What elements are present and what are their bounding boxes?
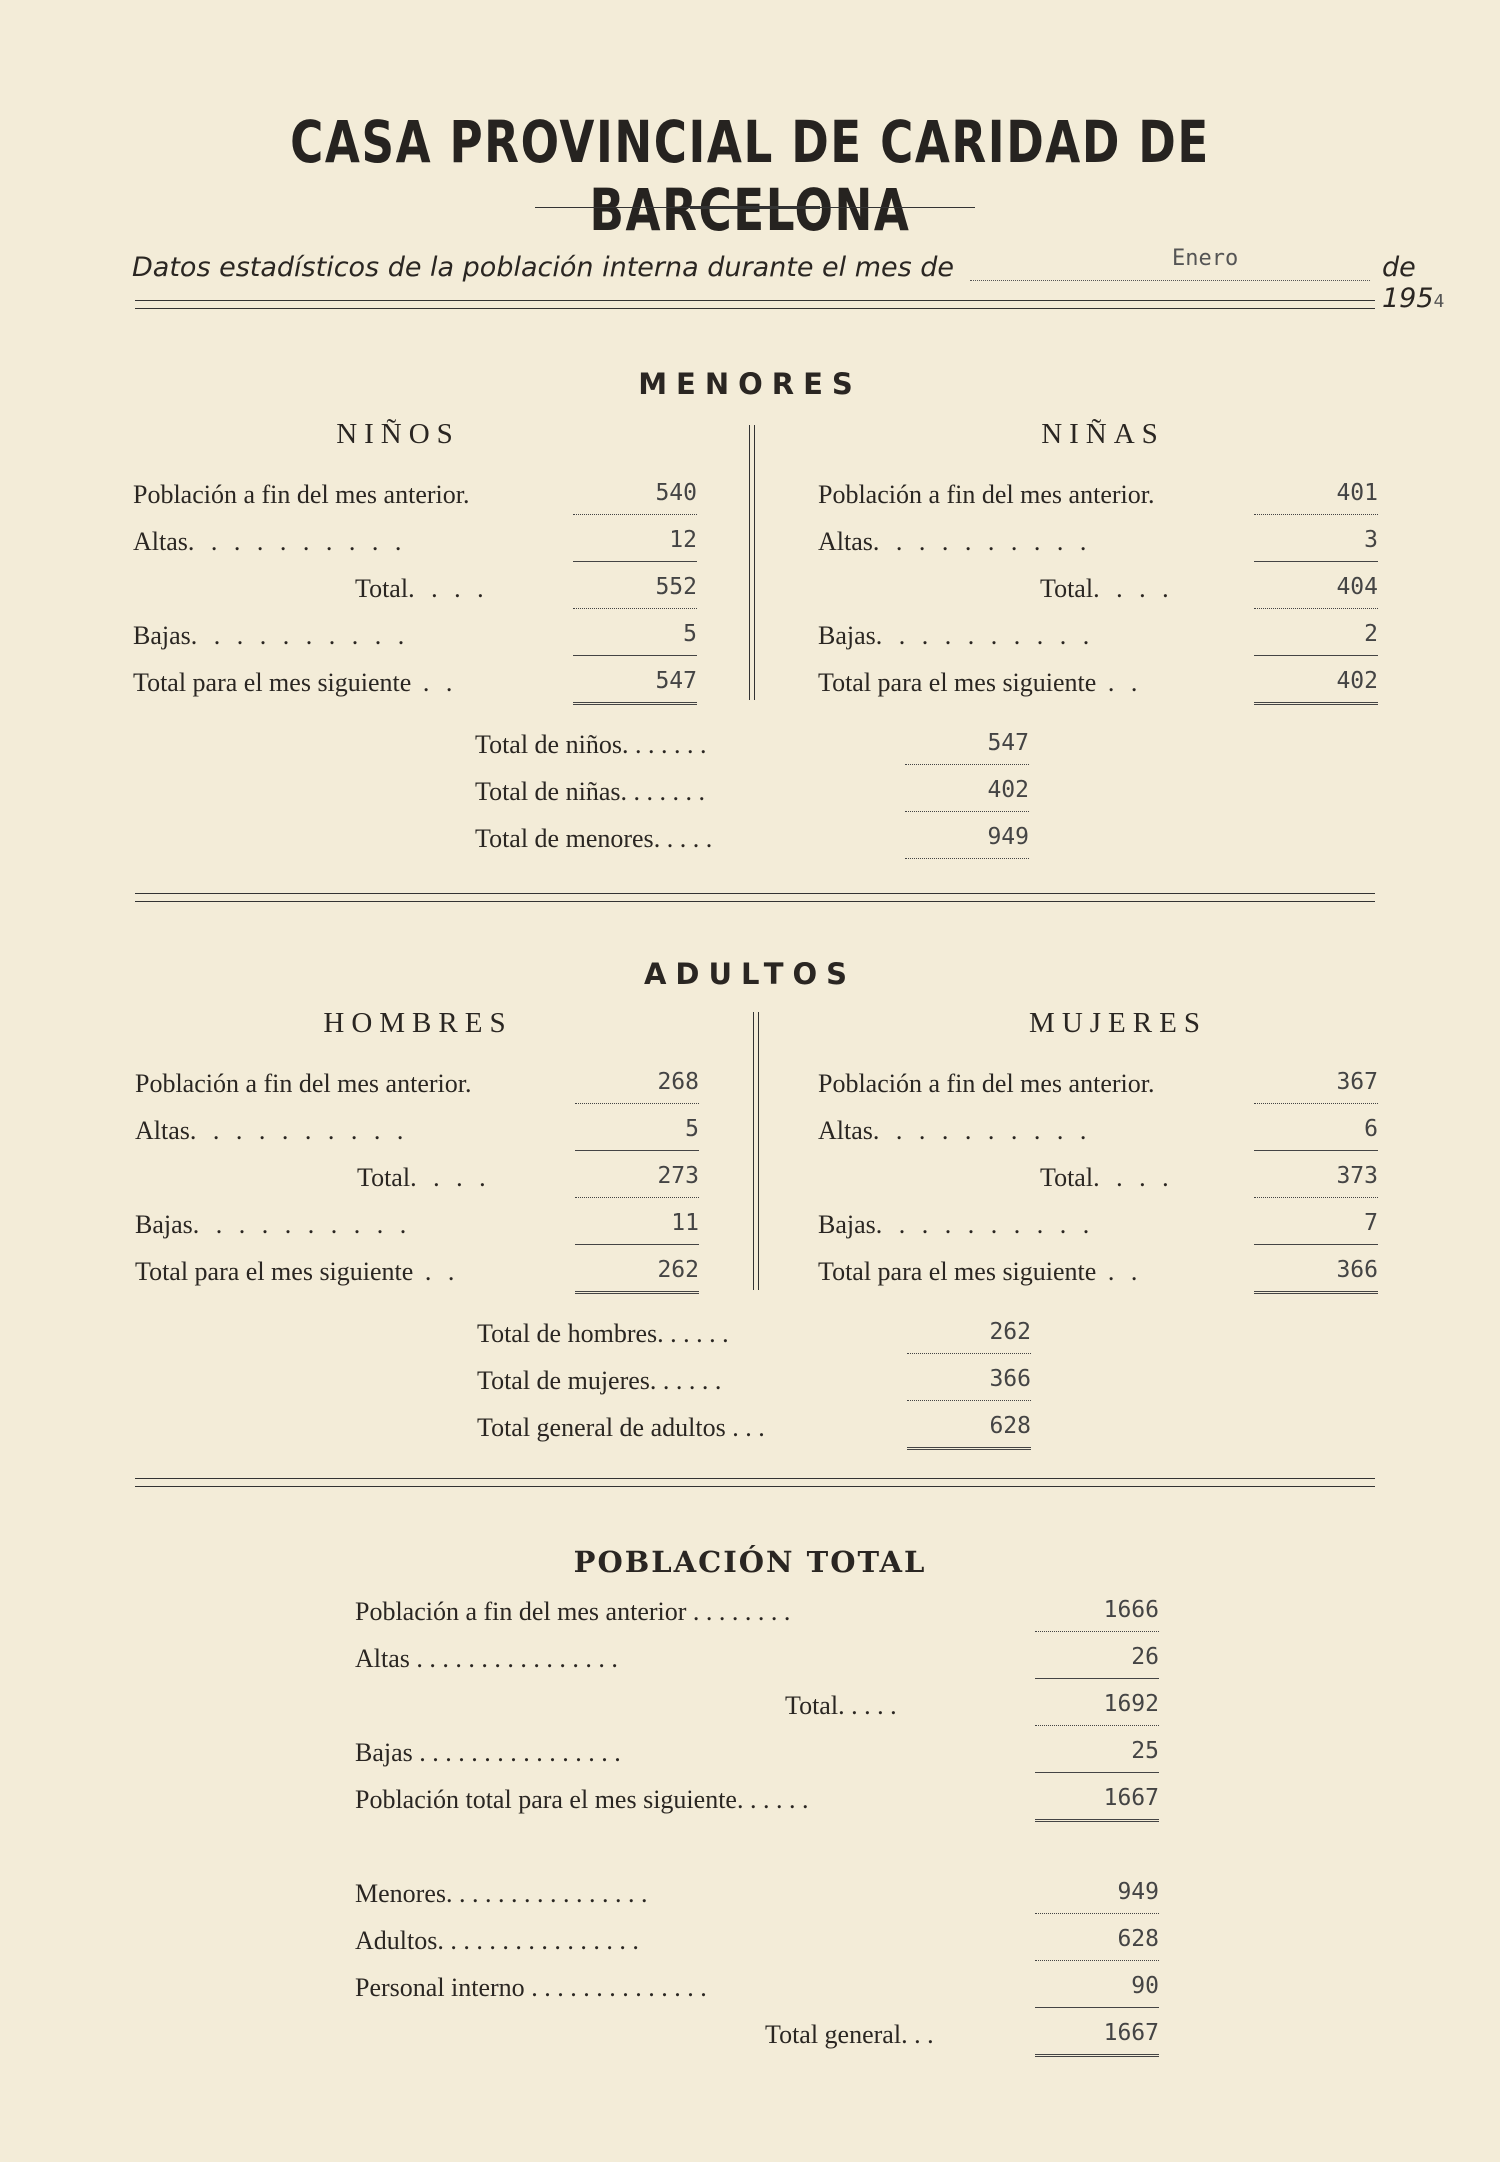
breakdown-total-value: 1667 (1035, 2020, 1159, 2057)
row-label: Menores (355, 1879, 446, 1908)
divider-double (135, 300, 1375, 309)
mujeres-heading: MUJERES (1029, 1007, 1207, 1039)
row-label: Población total para el mes siguiente (355, 1785, 737, 1814)
row-label: Bajas (135, 1210, 193, 1239)
hombres-heading: HOMBRES (323, 1007, 513, 1039)
row-label: Población a fin del mes anterior. (818, 1069, 1155, 1098)
row-label: Altas (133, 527, 188, 556)
total-row-bajas: Bajas . . . . . . . . . . . . . . . . 25 (355, 1738, 1165, 1778)
breakdown-adultos: Adultos. . . . . . . . . . . . . . . . 628 (355, 1926, 1165, 1966)
hombres-row-bajas: Bajas. . . . . . . . . . 11 (135, 1210, 715, 1250)
ninas-altas-value: 3 (1254, 527, 1378, 562)
row-label: Bajas (133, 621, 191, 650)
mujeres-row-bajas: Bajas. . . . . . . . . . 7 (818, 1210, 1398, 1250)
mujeres-total-value: 373 (1254, 1163, 1378, 1198)
ninas-row-bajas: Bajas. . . . . . . . . . 2 (818, 621, 1398, 661)
row-label: Altas (818, 527, 873, 556)
ninas-total-value: 404 (1254, 574, 1378, 609)
mujeres-prev-value: 367 (1254, 1069, 1378, 1104)
ninas-prev-value: 401 (1254, 480, 1378, 515)
ninos-row-prev (133, 480, 713, 520)
row-label: Total de mujeres (477, 1366, 650, 1395)
row-label: Total (785, 1691, 839, 1720)
row-label: Altas (355, 1644, 410, 1673)
total-altas-value: 26 (1035, 1644, 1159, 1679)
row-label: Total (357, 1163, 411, 1192)
ninas-row-next: Total para el mes siguiente . . 402 (818, 668, 1398, 708)
breakdown-menores: Menores. . . . . . . . . . . . . . . . 949 (355, 1879, 1165, 1919)
summary-adultos: Total general de adultos . . . 628 (477, 1413, 1037, 1453)
ninos-bajas-value: 5 (573, 621, 697, 656)
ninos-heading: NIÑOS (336, 418, 460, 450)
subtitle-line (132, 246, 1445, 314)
month-value: Enero (1172, 246, 1239, 271)
summary-hombres-value: 262 (907, 1319, 1031, 1354)
ninas-row-altas: Altas. . . . . . . . . . 3 (818, 527, 1398, 567)
summary-menores-value: 949 (905, 824, 1029, 859)
summary-adultos-value: 628 (907, 1413, 1031, 1450)
month-field-line (970, 280, 1370, 281)
ninos-row-bajas: Bajas. . . . . . . . . . 5 (133, 621, 713, 661)
year-digit: 4 (1433, 291, 1445, 312)
ninos-row-next: Total para el mes siguiente . . 547 (133, 668, 713, 708)
hombres-row-total: Total. . . . 273 (135, 1163, 715, 1203)
hombres-prev-value: 268 (575, 1069, 699, 1104)
ninas-row-prev (818, 480, 1398, 520)
breakdown-personal: Personal interno . . . . . . . . . . . . . . 90 (355, 1973, 1165, 2013)
row-label: Total para el mes siguiente (818, 1257, 1097, 1286)
mujeres-row-total: Total. . . . 373 (818, 1163, 1398, 1203)
total-row-altas: Altas . . . . . . . . . . . . . . . . 26 (355, 1644, 1165, 1684)
title-rule-accent (690, 206, 820, 209)
hombres-row-altas: Altas. . . . . . . . . . 5 (135, 1116, 715, 1156)
summary-hombres: Total de hombres. . . . . . 262 (477, 1319, 1037, 1359)
ninos-next-value: 547 (573, 668, 697, 705)
ninos-total-value: 552 (573, 574, 697, 609)
breakdown-total: Total general. . . 1667 (355, 2020, 1165, 2060)
hombres-altas-value: 5 (575, 1116, 699, 1151)
ninos-altas-value: 12 (573, 527, 697, 562)
ninas-heading: NIÑAS (1041, 418, 1165, 450)
breakdown-adultos-value: 628 (1035, 1926, 1159, 1961)
hombres-row-next: Total para el mes siguiente . . 262 (135, 1257, 715, 1297)
total-prev-value: 1666 (1035, 1597, 1159, 1632)
total-total-value: 1692 (1035, 1691, 1159, 1726)
ninos-prev-value: 540 (573, 480, 697, 515)
row-label: Total (1040, 574, 1094, 603)
row-label: Total (1040, 1163, 1094, 1192)
ninas-row-total: Total. . . . 404 (818, 574, 1398, 614)
total-row-next: Población total para el mes siguiente. . . . . . 1667 (355, 1785, 1165, 1825)
summary-ninas-value: 402 (905, 777, 1029, 812)
summary-ninas: Total de niñas. . . . . . . 402 (475, 777, 1035, 817)
row-label: Total para el mes siguiente (133, 668, 412, 697)
summary-mujeres-value: 366 (907, 1366, 1031, 1401)
row-label: Población a fin del mes anterior. (133, 480, 470, 509)
row-label: Total general de adultos (477, 1413, 726, 1442)
section-heading-menores: MENORES (638, 367, 862, 401)
row-label: Total para el mes siguiente (135, 1257, 414, 1286)
total-next-value: 1667 (1035, 1785, 1159, 1822)
mujeres-next-value: 366 (1254, 1257, 1378, 1294)
section-heading-total: POBLACIÓN TOTAL (573, 1545, 927, 1579)
subtitle-text: Datos estadísticos de la población interna durante el mes de (132, 252, 955, 283)
hombres-row-prev (135, 1069, 715, 1109)
row-label: Total de niños (475, 730, 622, 759)
ninas-next-value: 402 (1254, 668, 1378, 705)
row-label: Total (355, 574, 409, 603)
row-label: Población a fin del mes anterior (355, 1597, 687, 1626)
year-field (1382, 252, 1444, 314)
total-bajas-value: 25 (1035, 1738, 1159, 1773)
divider-double (135, 1478, 1375, 1487)
row-label: Bajas (818, 621, 876, 650)
breakdown-personal-value: 90 (1035, 1973, 1159, 2008)
mujeres-row-next: Total para el mes siguiente . . 366 (818, 1257, 1398, 1297)
hombres-next-value: 262 (575, 1257, 699, 1294)
total-row-total: Total. . . . . 1692 (355, 1691, 1165, 1731)
breakdown-menores-value: 949 (1035, 1879, 1159, 1914)
row-label: Población a fin del mes anterior. (135, 1069, 472, 1098)
row-label: Altas (135, 1116, 190, 1145)
summary-mujeres: Total de mujeres. . . . . . 366 (477, 1366, 1037, 1406)
row-label: Personal interno (355, 1973, 525, 2002)
row-label: Total general (765, 2020, 902, 2049)
row-label: Total de menores (475, 824, 654, 853)
row-label: Bajas (355, 1738, 413, 1767)
mujeres-bajas-value: 7 (1254, 1210, 1378, 1245)
total-row-prev: Población a fin del mes anterior . . . . . . . . 1666 (355, 1597, 1165, 1637)
section-heading-adultos: ADULTOS (643, 957, 857, 991)
mujeres-row-altas: Altas. . . . . . . . . . 6 (818, 1116, 1398, 1156)
column-divider (753, 1012, 759, 1290)
row-label: Altas (818, 1116, 873, 1145)
row-label: Población a fin del mes anterior. (818, 480, 1155, 509)
hombres-bajas-value: 11 (575, 1210, 699, 1245)
ninos-row-total: Total. . . . 552 (133, 574, 713, 614)
row-label: Adultos (355, 1926, 438, 1955)
year-prefix: de 195 (1382, 252, 1434, 314)
row-label: Bajas (818, 1210, 876, 1239)
ninos-row-altas: Altas. . . . . . . . . . 12 (133, 527, 713, 567)
row-label: Total de hombres (477, 1319, 658, 1348)
ninas-bajas-value: 2 (1254, 621, 1378, 656)
mujeres-altas-value: 6 (1254, 1116, 1378, 1151)
row-label: Total para el mes siguiente (818, 668, 1097, 697)
summary-ninos: Total de niños. . . . . . . 547 (475, 730, 1035, 770)
divider-double (135, 893, 1375, 902)
column-divider (749, 425, 755, 700)
row-label: Total de niñas (475, 777, 621, 806)
hombres-total-value: 273 (575, 1163, 699, 1198)
summary-menores: Total de menores. . . . . 949 (475, 824, 1035, 864)
summary-ninos-value: 547 (905, 730, 1029, 765)
mujeres-row-prev (818, 1069, 1398, 1109)
document-title: CASA PROVINCIAL DE CARIDAD DE BARCELONA (290, 108, 1210, 244)
